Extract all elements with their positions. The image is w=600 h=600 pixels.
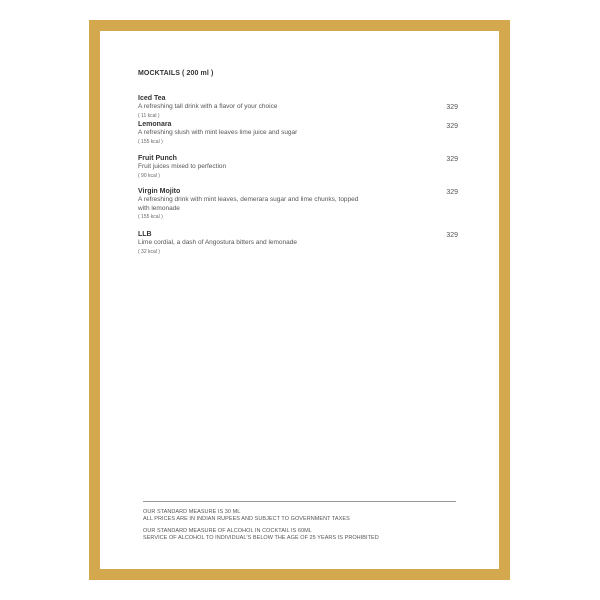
item-price: 329 — [446, 232, 458, 239]
item-kcal: ( 90 kcal ) — [138, 172, 160, 179]
item-description: Lime cordial, a dash of Angostura bitters and lemonade — [138, 239, 297, 246]
item-price: 329 — [446, 123, 458, 130]
item-name: Iced Tea — [138, 95, 166, 102]
footer-standard-measure: OUR STANDARD MEASURE IS 30 ML — [143, 509, 241, 515]
item-description: A refreshing tall drink with a flavor of your choice — [138, 103, 278, 110]
menu-item-fruit-punch — [138, 155, 458, 180]
item-description: Fruit juices mixed to perfection — [138, 163, 227, 170]
item-description: A refreshing slush with mint leaves lime juice and sugar — [138, 129, 298, 136]
item-name: Fruit Punch — [138, 155, 177, 162]
item-name: Lemonara — [138, 121, 172, 128]
footer-prices-note: ALL PRICES ARE IN INDIAN RUPEES AND SUBJECT TO GOVERNMENT TAXES — [143, 516, 350, 522]
item-description: A refreshing drink with mint leaves, demerara sugar and lime chunks, topped with lemonade — [138, 196, 359, 212]
item-name: LLB — [138, 231, 152, 238]
item-price: 329 — [446, 104, 458, 111]
menu-item-virgin-mojito — [138, 188, 458, 221]
item-kcal: ( 32 kcal ) — [138, 248, 160, 255]
item-kcal: ( 11 kcal ) — [138, 112, 160, 119]
item-kcal: ( 155 kcal ) — [138, 138, 163, 145]
item-price: 329 — [446, 189, 458, 196]
section-title: MOCKTAILS ( 200 ml ) — [138, 70, 214, 77]
footer-cocktail-measure: OUR STANDARD MEASURE OF ALCOHOL IN COCKTAIL IS 60ML — [143, 528, 312, 534]
footer-age-restriction: SERVICE OF ALCOHOL TO INDIVIDUAL'S BELOW THE AGE OF 25 YEARS IS PROHIBITED — [143, 535, 379, 541]
item-kcal: ( 155 kcal ) — [138, 214, 163, 220]
item-price: 329 — [446, 156, 458, 163]
menu-item-llb — [138, 231, 458, 256]
menu-item-iced-tea — [138, 95, 458, 120]
menu-item-lemonara — [138, 121, 458, 146]
item-name: Virgin Mojito — [138, 188, 181, 195]
footer-divider — [143, 501, 456, 502]
